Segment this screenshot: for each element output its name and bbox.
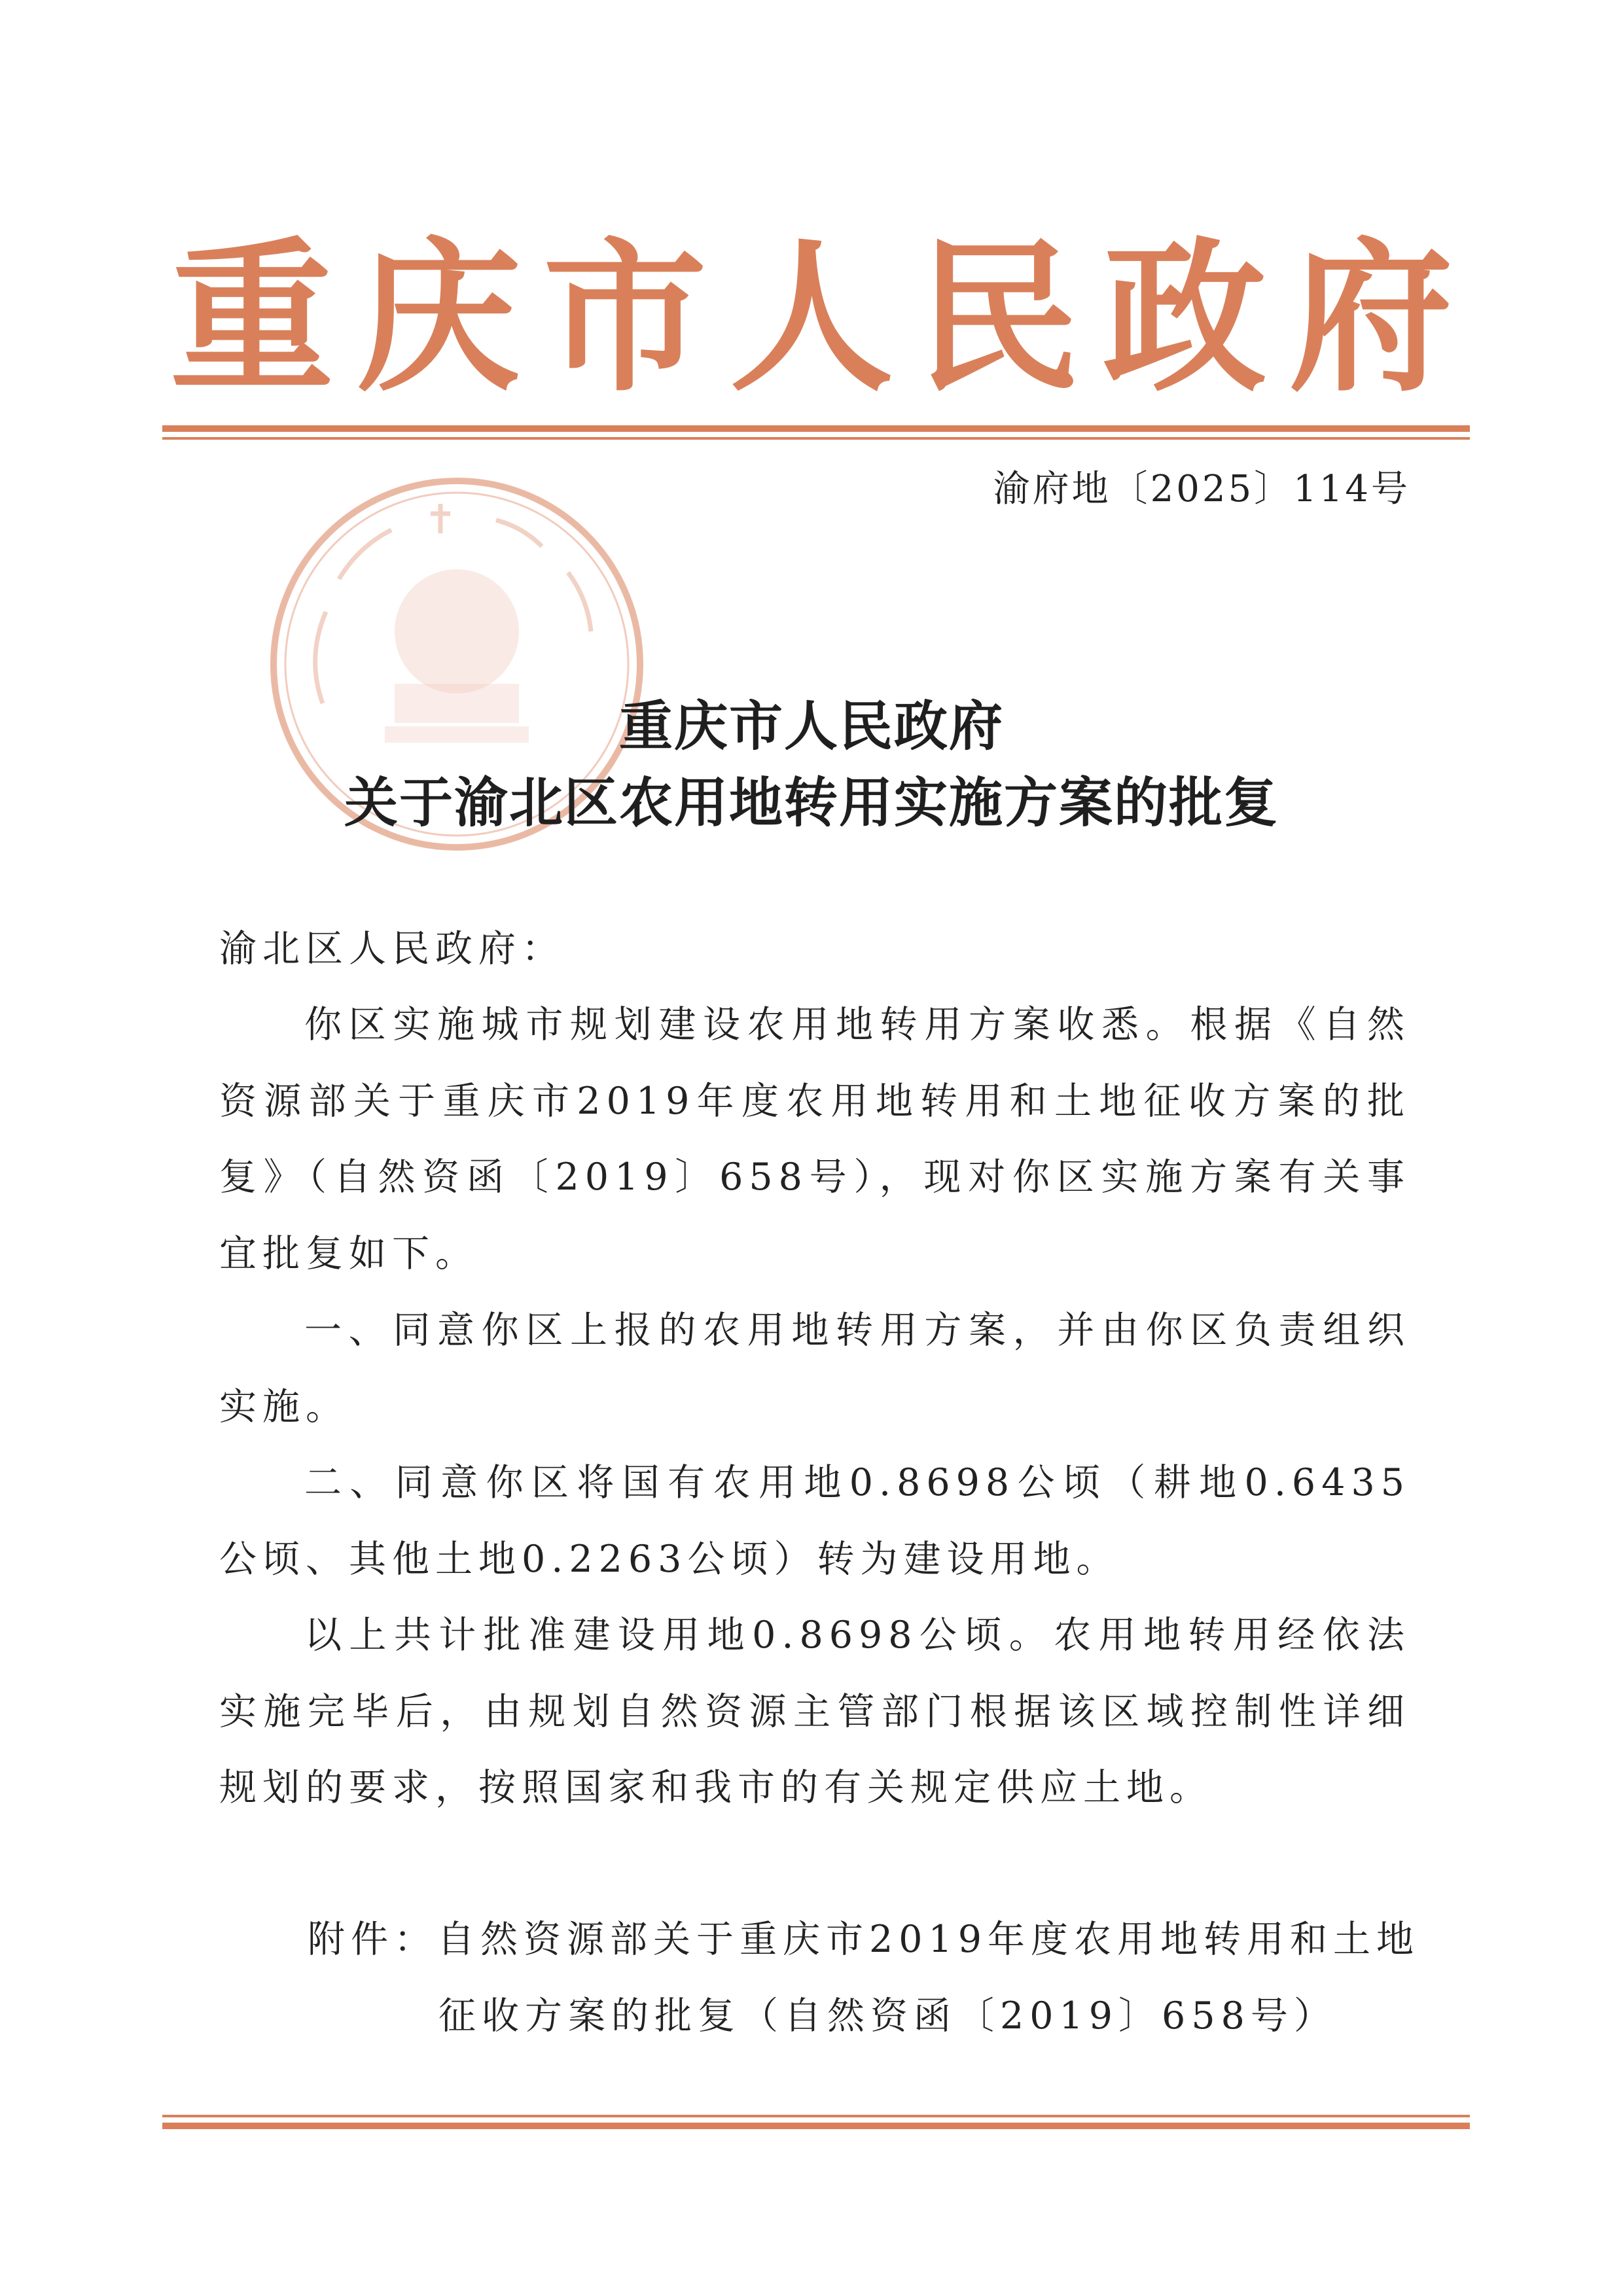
masthead-char: 府 <box>1289 221 1453 414</box>
masthead-char: 民 <box>916 221 1080 414</box>
document-title-line2: 关于渝北区农用地转用实施方案的批复 <box>344 771 1279 834</box>
attachment-line1: 附件：自然资源部关于重庆市2019年度农用地转用和土地 <box>308 1918 1420 1961</box>
header-rule-thick <box>162 425 1470 432</box>
masthead <box>164 221 1459 414</box>
masthead-char: 政 <box>1103 221 1266 414</box>
footer-rule-thick <box>162 2123 1470 2129</box>
header-rule-thin <box>162 437 1470 440</box>
attachment <box>308 1901 1420 2054</box>
paragraph-item-1: 一、同意你区上报的农用地转用方案，并由你区负责组织实施。 <box>219 1309 1410 1428</box>
document-title-line1: 重庆市人民政府 <box>618 695 1004 758</box>
masthead-char: 人 <box>730 221 893 414</box>
footer-rule-thin <box>162 2115 1470 2117</box>
masthead-char: 市 <box>543 221 707 414</box>
addressee: 渝北区人民政府： <box>219 927 565 970</box>
attachment-line2: 征收方案的批复（自然资函〔2019〕658号） <box>438 1994 1337 2038</box>
masthead-char: 庆 <box>357 221 520 414</box>
document-number: 渝府地〔2025〕114号 <box>993 468 1410 510</box>
paragraph-summary: 以上共计批准建设用地0.8698公顷。农用地转用经依法实施完毕后，由规划自然资源主管部门根据该区域控制性详细规划的要求，按照国家和我市的有关规定供应土地。 <box>219 1614 1410 1810</box>
paragraph-intro: 你区实施城市规划建设农用地转用方案收悉。根据《自然资源部关于重庆市2019年度农用地转用和土地征收方案的批复》（自然资函〔2019〕658号），现对你区实施方案有关事宜批复如下。 <box>219 1003 1410 1276</box>
paragraph-item-2: 二、同意你区将国有农用地0.8698公顷（耕地0.6435公顷、其他土地0.2263公顷）转为建设用地。 <box>219 1461 1410 1581</box>
masthead-char: 重 <box>170 221 334 414</box>
